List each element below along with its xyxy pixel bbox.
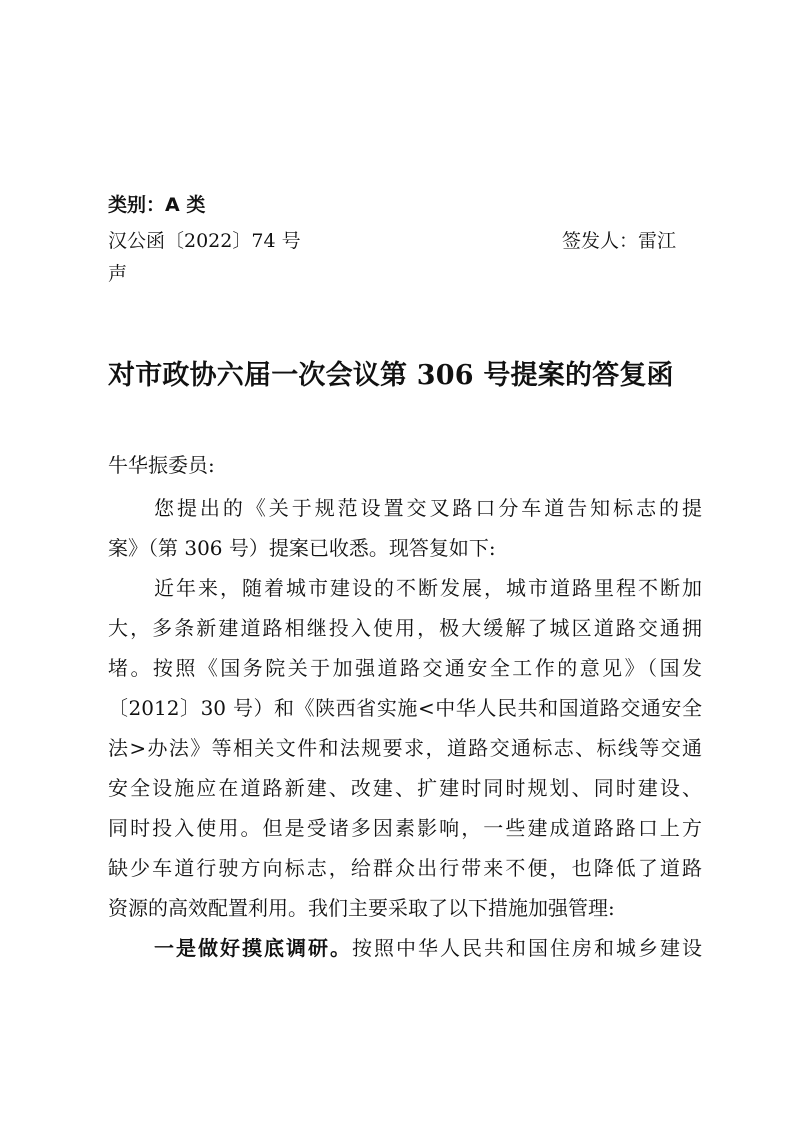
body-text: [108, 488, 702, 968]
paragraph-line: 〔2012〕30 号）和《陕西省实施<中华人民共和国道路交通安全: [108, 696, 702, 720]
paragraph-line: 近年来，随着城市建设的不断发展，城市道路里程不断加: [154, 576, 702, 600]
measure-heading: 一是做好摸底调研。: [154, 936, 352, 960]
paragraph-line: 大，多条新建道路相继投入使用，极大缓解了城区道路交通拥: [108, 616, 702, 640]
signer-label-continued: 声: [108, 263, 128, 285]
signer-label: 签发人：雷江: [562, 230, 677, 252]
paragraph-line: 您提出的《关于规范设置交叉路口分车道告知标志的提: [154, 496, 702, 520]
paragraph-line: 安全设施应在道路新建、改建、扩建时同时规划、同时建设、: [108, 776, 702, 800]
salutation: 牛华振委员:: [108, 453, 215, 477]
measure-text: 按照中华人民共和国住房和城乡建设: [352, 936, 702, 960]
paragraph-line: 缺少车道行驶方向标志，给群众出行带来不便，也降低了道路: [108, 856, 702, 880]
category-label: 类别：A 类: [108, 194, 206, 216]
paragraph-line: 堵。按照《国务院关于加强道路交通安全工作的意见》（国发: [108, 656, 702, 680]
document-number: 汉公函〔2022〕74 号: [108, 230, 301, 252]
document-title: 对市政协六届一次会议第 306 号提案的答复函: [108, 360, 674, 391]
paragraph-line: 资源的高效配置利用。我们主要采取了以下措施加强管理:: [108, 896, 615, 920]
paragraph-line: [108, 928, 702, 968]
paragraph-line: 法>办法》等相关文件和法规要求，道路交通标志、标线等交通: [108, 736, 702, 760]
paragraph-line: 同时投入使用。但是受诸多因素影响，一些建成道路路口上方: [108, 816, 702, 840]
paragraph-line: 案》（第 306 号）提案已收悉。现答复如下:: [108, 536, 496, 560]
